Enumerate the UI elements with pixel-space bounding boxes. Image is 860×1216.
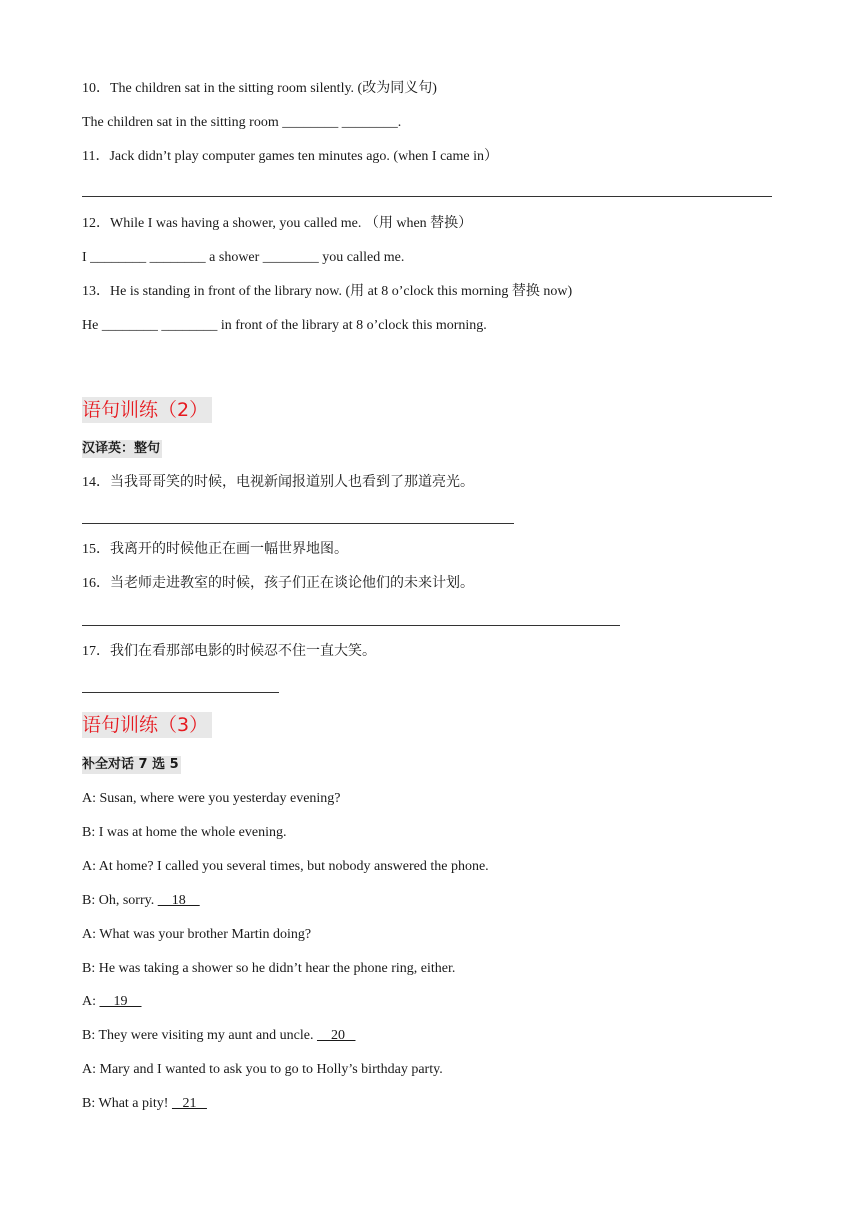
dialogue-text: B: Oh, sorry. (82, 893, 158, 908)
dialogue-text: B: They were visiting my aunt and uncle. (82, 1028, 317, 1043)
question-16: 16．当老师走进教室的时候，孩子们正在谈论他们的未来计划。 (82, 576, 474, 591)
section-3-title: 语句训练（3） (82, 712, 212, 738)
question-13: 13．He is standing in front of the library now. (用 at 8 o’clock this morning 替换 now) (82, 284, 573, 299)
dialogue-line (82, 1027, 355, 1045)
question-14: 14．当我哥哥笑的时候，电视新闻报道别人也看到了那道亮光。 (82, 475, 474, 490)
question-12-answer-line: I ________ ________ a shower ________ you called me. (82, 250, 405, 265)
dialogue-line (82, 993, 142, 1011)
question-15: 15．我离开的时候他正在画一幅世界地图。 (82, 542, 348, 557)
dialogue-line: A: At home? I called you several times, but nobody answered the phone. (82, 859, 489, 874)
blank-19: 19 (99, 994, 142, 1009)
dialogue-line: A: Susan, where were you yesterday evening? (82, 791, 341, 806)
question-10: 10．The children sat in the sitting room silently. (改为同义句) (82, 81, 437, 96)
section-2-subheading: 汉译英：整句 (82, 441, 161, 456)
dialogue-line: A: Mary and I wanted to ask you to go to Holly’s birthday party. (82, 1062, 443, 1077)
question-10-answer-line: The children sat in the sitting room ________ ________. (82, 115, 402, 130)
dialogue-line: A: What was your brother Martin doing? (82, 927, 312, 942)
blank-18: 18 (157, 893, 200, 908)
blank-20: 20 (316, 1028, 356, 1043)
blank-21: 21 (171, 1096, 207, 1111)
question-17: 17．我们在看那部电影的时候忍不住一直大笑。 (82, 644, 376, 659)
dialogue-line (82, 892, 200, 910)
question-11: 11．Jack didn’t play computer games ten minutes ago. (when I came in） (82, 149, 499, 164)
dialogue-line: B: He was taking a shower so he didn’t hear the phone ring, either. (82, 961, 456, 976)
dialogue-text: B: What a pity! (82, 1096, 172, 1111)
answer-rule-17 (82, 692, 279, 693)
question-13-answer-line: He ________ ________ in front of the library at 8 o’clock this morning. (82, 318, 487, 333)
answer-rule-11 (82, 196, 772, 197)
answer-rule-14 (82, 523, 514, 524)
section-3-subheading: 补全对话 7 选 5 (82, 757, 179, 772)
section-2-title: 语句训练（2） (82, 397, 212, 423)
dialogue-line (82, 1095, 207, 1113)
dialogue-text: A: (82, 994, 100, 1009)
dialogue-line: B: I was at home the whole evening. (82, 825, 287, 840)
answer-rule-16 (82, 625, 620, 626)
question-12: 12．While I was having a shower, you called me. （用 when 替换） (82, 216, 473, 231)
